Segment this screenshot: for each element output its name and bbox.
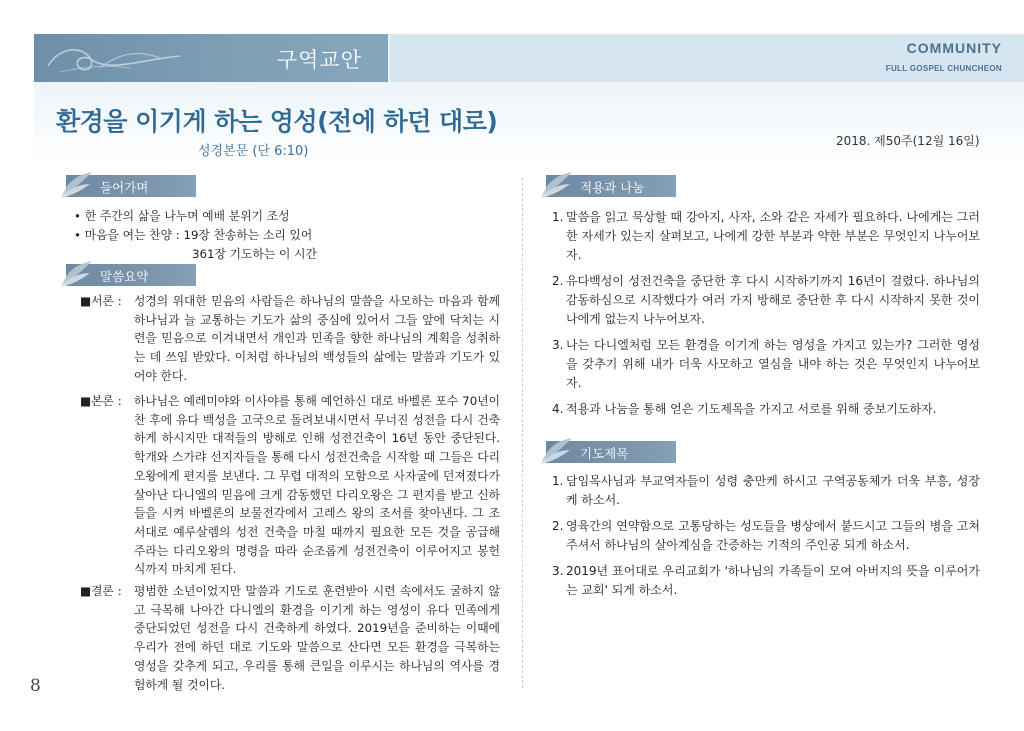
prayer-label-text: 기도제목 bbox=[580, 446, 629, 461]
intro-line: 361장 기도하는 이 시간 bbox=[192, 247, 317, 261]
list-item bbox=[552, 336, 980, 393]
prayer-list bbox=[552, 472, 980, 607]
header-section-band bbox=[34, 34, 388, 82]
leaf-icon bbox=[58, 259, 94, 289]
item-text: 영육간의 연약함으로 고통당하는 성도들을 병상에서 붙드시고 그들의 병을 고쳐주셔서 하나님의 살아계심을 간증하는 기적의 주인공 되게 하소서. bbox=[566, 519, 980, 552]
summary-label bbox=[66, 264, 196, 286]
item-number: 2. bbox=[552, 519, 564, 533]
conclusion-heading: ■결론 : bbox=[80, 584, 122, 598]
application-label bbox=[546, 175, 676, 197]
list-item bbox=[552, 400, 980, 419]
list-item bbox=[552, 517, 980, 555]
intro-line: • 마음을 여는 찬양 : 19장 찬송하는 소리 있어 bbox=[74, 228, 313, 242]
leaf-icon bbox=[538, 170, 574, 200]
item-number: 3. bbox=[552, 564, 564, 578]
summary-label-text: 말씀요약 bbox=[100, 269, 149, 284]
lesson-title: 환경을 이기게 하는 영성(전에 하던 대로) bbox=[56, 107, 498, 136]
lesson-date: 2018. 제50주(12월 16일) bbox=[836, 134, 980, 148]
church-name: FULL GOSPEL CHUNCHEON bbox=[885, 64, 1002, 73]
introduction-heading: ■서론 : bbox=[80, 294, 122, 308]
intro-label-text: 들어가며 bbox=[100, 180, 149, 195]
leaf-icon bbox=[58, 170, 94, 200]
item-text: 적용과 나눔을 통해 얻은 기도제목을 가지고 서로를 위해 중보기도하자. bbox=[566, 402, 937, 416]
item-text: 말씀을 읽고 묵상할 때 강아지, 사자, 소와 같은 자세가 필요하다. 나에게는 그러한 자세가 있는지 살펴보고, 나에게 강한 부분과 약한 부분은 무엇인지 나누어보자. bbox=[566, 210, 980, 262]
summary-introduction bbox=[80, 292, 500, 386]
item-text: 2019년 표어대로 우리교회가 '하나님의 가족들이 모여 아버지의 뜻을 이루어가는 교회' 되게 하소서. bbox=[566, 564, 980, 597]
item-number: 1. bbox=[552, 474, 564, 488]
item-text: 담임목사님과 부교역자들이 성령 충만케 하시고 구역공동체가 더욱 부흥, 성장케 하소서. bbox=[566, 474, 980, 507]
body-text: 하나님은 예레미야와 이사야를 통해 예언하신 대로 바벨론 포수 70년이 찬 후에 유다 백성을 고국으로 돌려보내시면서 무너진 성전을 다시 건축하게 하시지만 대적들의 방해로 인해 성전건축이 16년 동안 중단된다. 학개와 스가랴 선지자들을 통해 다시 성전건축을 시작할 때 그들은 다리오왕에게 편지를 보낸다. 그 무렵 대적의 모함으로 사자굴에 던져졌다가 살아난 다니엘의 믿음에 크게 감동했던 다리오왕은 그 편지를 받고 신하들을 시켜 바벨론의 보물전각에서 고레스 왕의 조서를 찾아낸다. 그 조서대로 예루살렘의 성전 건축을 마칠 때까지 필요한 모든 것을 공급해 주라는 다리오왕의 명령을 따라 순조롭게 성전건축이 이루어지고 봉헌식까지 마치게 된다. bbox=[134, 394, 500, 577]
summary-conclusion bbox=[80, 582, 500, 694]
list-item bbox=[552, 208, 980, 265]
scripture-reference: 성경본문 (단 6:10) bbox=[198, 144, 309, 159]
leaf-icon bbox=[538, 436, 574, 466]
intro-list bbox=[74, 207, 514, 264]
intro-line: • 한 주간의 삶을 나누며 예배 분위기 조성 bbox=[74, 209, 290, 223]
item-text: 유다백성이 성전건축을 중단한 후 다시 시작하기까지 16년이 걸렸다. 하나님의 감동하심으로 시작했다가 여러 가지 방해로 중단한 후 다시 시작하지 못한 것이 나에게 없는지 나누어보자. bbox=[566, 274, 980, 326]
list-item bbox=[552, 472, 980, 510]
column-divider bbox=[522, 178, 523, 688]
swirl-ornament-icon bbox=[40, 38, 190, 78]
item-text: 나는 다니엘처럼 모든 환경을 이기게 하는 영성을 가지고 있는가? 그러한 영성을 갖추기 위해 내가 더욱 사모하고 열심을 내야 하는 것은 무엇인지 나누어보자. bbox=[566, 338, 980, 390]
list-item bbox=[552, 272, 980, 329]
introduction-text: 성경의 위대한 믿음의 사람들은 하나님의 말씀을 사모하는 마음과 함께 하나님과 늘 교통하는 기도가 삶의 중심에 있어서 그들 앞에 닥치는 시련을 믿음으로 이겨내면서 개인과 민족을 향한 하나님의 계획을 성취하는 데 쓰임 받았다. 이처럼 하나님의 백성들의 삶에는 말씀과 기도가 있어야 한다. bbox=[134, 294, 500, 383]
section-title: 구역교안 bbox=[276, 48, 362, 72]
body-heading: ■본론 : bbox=[80, 394, 122, 408]
item-number: 4. bbox=[552, 402, 564, 416]
application-list bbox=[552, 208, 980, 426]
item-number: 3. bbox=[552, 338, 564, 352]
item-number: 2. bbox=[552, 274, 564, 288]
prayer-label bbox=[546, 441, 676, 463]
intro-label bbox=[66, 175, 196, 197]
summary-body bbox=[80, 392, 500, 579]
conclusion-text: 평범한 소년이었지만 말씀과 기도로 훈련받아 시련 속에서도 굴하지 않고 극복해 나아간 다니엘의 환경을 이기게 하는 영성이 유다 민족에게 중단되었던 성전을 다시 건축하게 하였다. 2019년을 준비하는 이때에 우리가 전에 하던 대로 기도와 말씀으로 산다면 모든 환경을 극복하는 영성을 갖추게 되고, 우리를 통해 큰일을 이루시는 하나님의 역사를 경험하게 될 것이다. bbox=[134, 584, 500, 692]
header-brand-band bbox=[390, 34, 1024, 82]
item-number: 1. bbox=[552, 210, 564, 224]
list-item bbox=[552, 562, 980, 600]
community-label: COMMUNITY bbox=[906, 40, 1002, 56]
application-label-text: 적용과 나눔 bbox=[580, 180, 645, 195]
page-number: 8 bbox=[30, 676, 41, 696]
